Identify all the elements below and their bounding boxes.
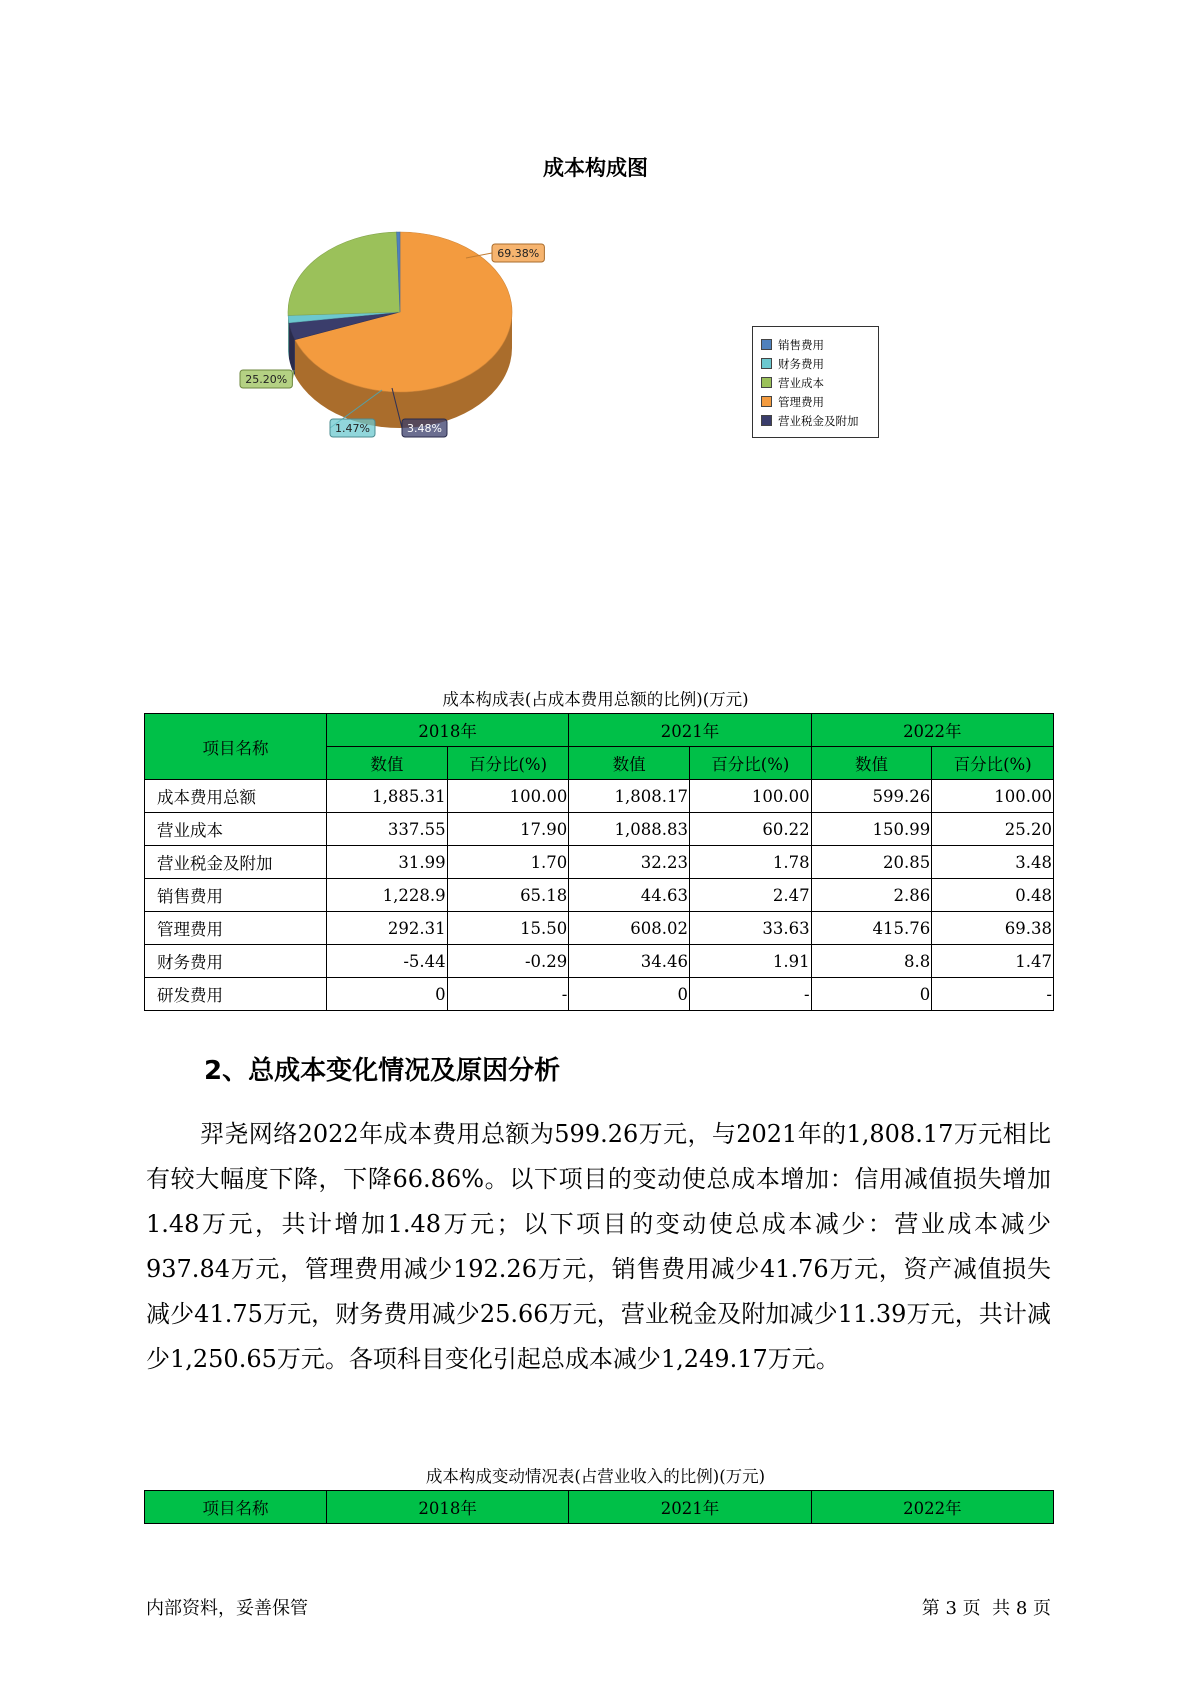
legend-swatch	[761, 396, 772, 407]
table2-caption: 成本构成变动情况表(占营业收入的比例)(万元)	[425, 1467, 766, 1486]
table-cell: 34.46	[569, 945, 690, 978]
legend-label: 财务费用	[778, 356, 824, 371]
table-cell: 15.50	[447, 912, 569, 945]
legend-swatch	[761, 415, 772, 426]
table-row	[145, 846, 1054, 879]
col-header-year: 2021年	[569, 1491, 811, 1524]
table-cell: 1.47	[932, 945, 1054, 978]
table-cell: 150.99	[811, 813, 932, 846]
footer-page-number: 第 3 页 共 8 页	[921, 1598, 1051, 1619]
legend-label: 销售费用	[778, 337, 824, 352]
pie-slice	[288, 232, 400, 315]
table-row	[145, 978, 1054, 1011]
legend-swatch	[761, 339, 772, 350]
data-label: 1.47%	[335, 422, 370, 435]
col-header-value: 数值	[327, 747, 448, 780]
chart-legend	[752, 326, 879, 438]
row-label: 营业税金及附加	[145, 846, 327, 879]
col-header-pct: 百分比(%)	[689, 747, 811, 780]
table-cell: 25.20	[932, 813, 1054, 846]
cost-change-table	[144, 1490, 1054, 1524]
table-cell: 1.78	[689, 846, 811, 879]
col-header-year: 2021年	[569, 714, 811, 747]
table-cell: 292.31	[327, 912, 448, 945]
table-row	[145, 912, 1054, 945]
footer-confidential: 内部资料，妥善保管	[146, 1598, 308, 1619]
col-header-pct: 百分比(%)	[447, 747, 569, 780]
pie-chart	[230, 220, 650, 480]
col-header-value: 数值	[569, 747, 690, 780]
table-cell: 32.23	[569, 846, 690, 879]
col-header-name: 项目名称	[145, 1491, 327, 1524]
table-cell: 337.55	[327, 813, 448, 846]
col-header-year: 2018年	[327, 714, 569, 747]
table-cell: 3.48	[932, 846, 1054, 879]
table-cell: 8.8	[811, 945, 932, 978]
table-cell: -	[447, 978, 569, 1011]
table-row	[145, 945, 1054, 978]
row-label: 销售费用	[145, 879, 327, 912]
table-cell: 0	[327, 978, 448, 1011]
chart-title: 成本构成图	[543, 156, 648, 180]
table-cell: 1,228.9	[327, 879, 448, 912]
table-cell: 65.18	[447, 879, 569, 912]
table-cell: 100.00	[689, 780, 811, 813]
table-cell: 44.63	[569, 879, 690, 912]
section-heading: 2、总成本变化情况及原因分析	[204, 1056, 561, 1086]
row-label: 成本费用总额	[145, 780, 327, 813]
table1-caption: 成本构成表(占成本费用总额的比例)(万元)	[442, 690, 749, 709]
table-cell: 33.63	[689, 912, 811, 945]
row-label: 管理费用	[145, 912, 327, 945]
col-header-year: 2018年	[327, 1491, 569, 1524]
table-cell: 1.91	[689, 945, 811, 978]
legend-swatch	[761, 377, 772, 388]
table-cell: 1,808.17	[569, 780, 690, 813]
table-cell: 608.02	[569, 912, 690, 945]
table-cell: 31.99	[327, 846, 448, 879]
table-cell: 1.70	[447, 846, 569, 879]
table-cell: 17.90	[447, 813, 569, 846]
legend-item	[761, 335, 878, 354]
table-cell: 1,088.83	[569, 813, 690, 846]
col-header-name: 项目名称	[145, 714, 327, 780]
col-header-year: 2022年	[811, 714, 1053, 747]
table-row	[145, 780, 1054, 813]
col-header-year: 2022年	[811, 1491, 1053, 1524]
table-cell: -0.29	[447, 945, 569, 978]
table-cell: 100.00	[932, 780, 1054, 813]
legend-item	[761, 373, 878, 392]
legend-item	[761, 354, 878, 373]
row-label: 财务费用	[145, 945, 327, 978]
table-row	[145, 813, 1054, 846]
table-cell: 599.26	[811, 780, 932, 813]
table-row	[145, 879, 1054, 912]
legend-label: 营业税金及附加	[778, 413, 859, 428]
table-cell: 69.38	[932, 912, 1054, 945]
legend-item	[761, 392, 878, 411]
table-cell: 100.00	[447, 780, 569, 813]
table-cell: 20.85	[811, 846, 932, 879]
row-label: 营业成本	[145, 813, 327, 846]
table-cell: -5.44	[327, 945, 448, 978]
table-cell: 60.22	[689, 813, 811, 846]
row-label: 研发费用	[145, 978, 327, 1011]
data-label: 69.38%	[497, 247, 540, 260]
legend-label: 营业成本	[778, 375, 824, 390]
table-cell: 0	[811, 978, 932, 1011]
table-cell: 2.47	[689, 879, 811, 912]
cost-structure-table	[144, 713, 1054, 1011]
data-label: 25.20%	[245, 373, 288, 386]
table-cell: 0	[569, 978, 690, 1011]
table-cell: 2.86	[811, 879, 932, 912]
table-cell: 415.76	[811, 912, 932, 945]
table-cell: -	[932, 978, 1054, 1011]
legend-label: 管理费用	[778, 394, 824, 409]
data-label: 3.48%	[407, 422, 442, 435]
analysis-paragraph: 羿尧网络2022年成本费用总额为599.26万元，与2021年的1,808.17万元相比有较大幅度下降，下降66.86%。以下项目的变动使总成本增加：信用减值损失增加1.48万元，共计增加1.48万元；以下项目的变动使总成本减少：营业成本减少937.84万元，管理费用减少192.26万元，销售费用减少41.76万元，资产减值损失减少41.75万元，财务费用减少25.66万元，营业税金及附加减少11.39万元，共计减少1,250.65万元。各项科目变化引起总成本减少1,249.17万元。	[146, 1120, 1051, 1373]
table-cell: 1,885.31	[327, 780, 448, 813]
legend-swatch	[761, 358, 772, 369]
table-cell: -	[689, 978, 811, 1011]
table-cell: 0.48	[932, 879, 1054, 912]
col-header-value: 数值	[811, 747, 932, 780]
legend-item	[761, 411, 878, 430]
col-header-pct: 百分比(%)	[932, 747, 1054, 780]
